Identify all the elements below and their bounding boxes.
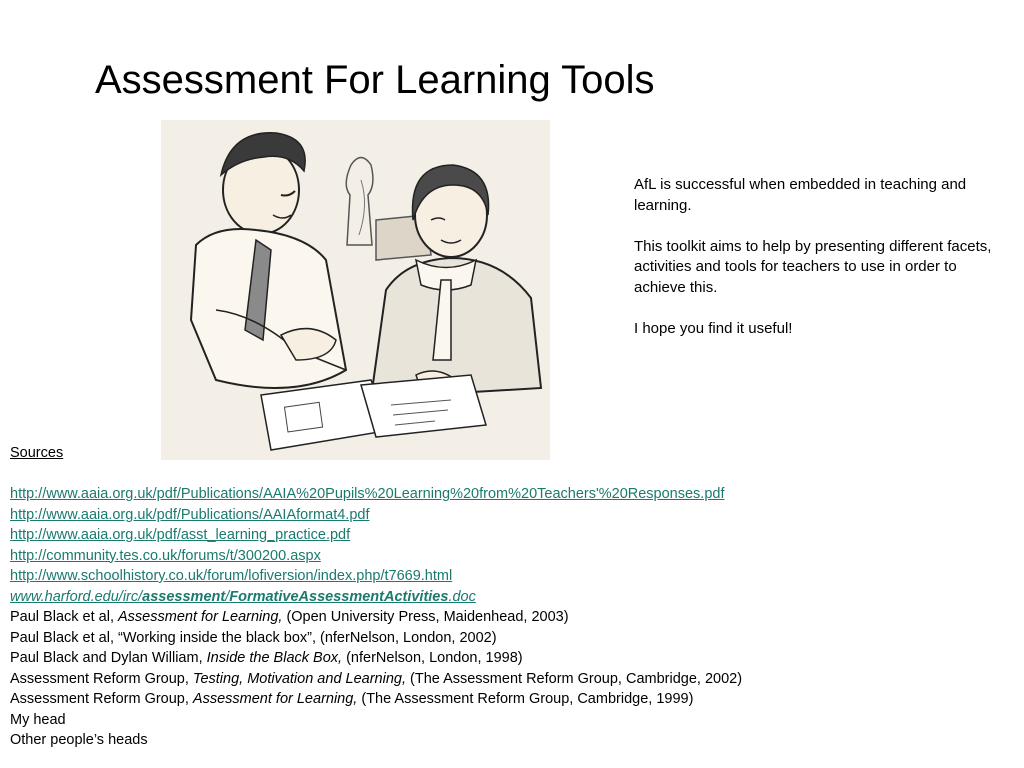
- reference-1-text: Paul Black et al,: [10, 609, 118, 625]
- source-link-harford[interactable]: [10, 587, 1015, 608]
- reference-5: [10, 689, 1015, 710]
- reference-5-title: Assessment for Learning,: [192, 691, 358, 707]
- reference-2: [10, 628, 1015, 649]
- slide-title: Assessment For Learning Tools: [95, 58, 655, 102]
- reference-1-details: (Open University Press, Maidenhead, 2003): [282, 609, 569, 625]
- sources-heading: Sources: [10, 445, 64, 461]
- source-link-5[interactable]: http://www.schoolhistory.co.uk/forum/lofiversion/index.php/t7669.html: [10, 568, 453, 584]
- reference-1-title: Assessment for Learning,: [118, 609, 283, 625]
- reference-2-text: Paul Black et al, “Working inside the black box”, (nferNelson, London, 2002): [10, 629, 497, 646]
- harford-link-part-4: FormativeAssessmentActivities: [229, 588, 449, 605]
- reference-3-text: Paul Black and Dylan William,: [10, 650, 207, 666]
- reference-3-details: (nferNelson, London, 1998): [342, 650, 523, 666]
- reference-4: [10, 669, 1015, 690]
- reference-3-title: Inside the Black Box,: [206, 650, 343, 666]
- reference-4-title: Testing, Motivation and Learning,: [192, 670, 406, 687]
- reference-1: [10, 607, 1015, 628]
- intro-paragraph-2: This toolkit aims to help by presenting different facets, activities and tools for teachers to use in order to achieve this.: [634, 237, 992, 296]
- extra-source-2: Other people’s heads: [10, 732, 148, 748]
- harford-link-part-2: assessment: [142, 588, 226, 605]
- reference-5-details: (The Assessment Reform Group, Cambridge, 1999): [357, 691, 694, 707]
- source-link-2[interactable]: http://www.aaia.org.uk/pdf/Publications/AAIAformat4.pdf: [10, 506, 370, 523]
- source-link-1[interactable]: http://www.aaia.org.uk/pdf/Publications/AAIA%20Pupils%20Learning%20from%20Teachers'%20Responses.pdf: [10, 486, 725, 502]
- sources-section: [10, 443, 1015, 751]
- harford-link-part-1: www.harford.edu/irc/: [10, 588, 143, 605]
- illustration-drawing: [161, 120, 550, 460]
- source-link-3[interactable]: http://www.aaia.org.uk/pdf/asst_learning_practice.pdf: [10, 527, 351, 543]
- source-link-4[interactable]: http://community.tes.co.uk/forums/t/300200.aspx: [10, 547, 321, 564]
- harford-link-part-5: .doc: [448, 588, 476, 605]
- intro-paragraph-3: I hope you find it useful!: [634, 319, 793, 337]
- reference-3: [10, 648, 1015, 669]
- extra-source-1: My head: [10, 711, 66, 728]
- teacher-student-illustration: [161, 120, 550, 460]
- harford-link-part-3: /: [225, 588, 230, 605]
- reference-4-text: Assessment Reform Group,: [10, 670, 193, 687]
- intro-text: [634, 175, 994, 360]
- intro-paragraph-1: AfL is successful when embedded in teaching and learning.: [634, 176, 967, 214]
- reference-5-text: Assessment Reform Group,: [10, 691, 193, 707]
- reference-4-details: (The Assessment Reform Group, Cambridge, 2002): [406, 670, 743, 687]
